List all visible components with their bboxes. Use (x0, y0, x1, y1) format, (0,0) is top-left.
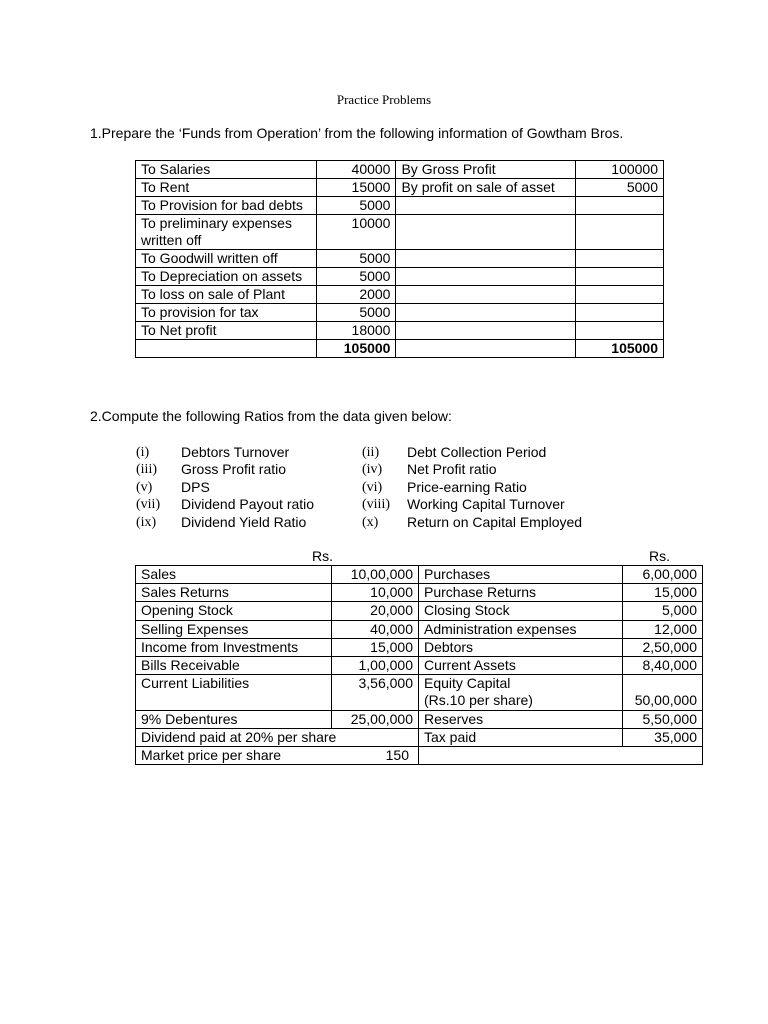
row-label: Market price per share (141, 747, 282, 764)
row-label: Closing Stock (419, 602, 623, 620)
row-value (575, 304, 663, 322)
row-value (575, 268, 663, 286)
row-value: 5000 (575, 179, 663, 197)
row-label: To Goodwill written off (136, 250, 317, 268)
table-row (136, 710, 703, 728)
row-label: Reserves (419, 710, 623, 728)
row-value: 5000 (317, 304, 396, 322)
row-value: 10,00,000 (332, 566, 419, 584)
row-label: Current Liabilities (136, 675, 332, 710)
row-label (396, 268, 575, 286)
row-label: To provision for tax (136, 304, 317, 322)
ratio-number: (ix) (136, 514, 157, 530)
row-value: 40000 (317, 161, 396, 179)
table-row (136, 638, 703, 656)
total-right: 105000 (575, 340, 663, 358)
table-row (136, 747, 703, 765)
row-value (575, 286, 663, 304)
row-value: 5000 (317, 250, 396, 268)
row-value: 12,000 (623, 620, 703, 638)
table-row (136, 602, 703, 620)
row-value (575, 197, 663, 215)
table-row (136, 675, 703, 710)
table-row (136, 728, 703, 746)
row-label: Dividend paid at 20% per share (136, 728, 419, 746)
ratio-number: (iii) (136, 462, 157, 478)
row-label: Tax paid (419, 728, 623, 746)
table-row (136, 197, 664, 215)
ratio-label: Debtors Turnover (181, 444, 290, 460)
ratio-label: Net Profit ratio (407, 461, 497, 478)
row-value: 15000 (317, 179, 396, 197)
row-label: Selling Expenses (136, 620, 332, 638)
ratio-data-table (135, 565, 703, 765)
row-label (396, 286, 575, 304)
row-value: 10,000 (332, 584, 419, 602)
ratio-label: Debt Collection Period (407, 444, 547, 460)
ratio-label: Gross Profit ratio (181, 461, 287, 478)
row-value: 15,000 (332, 638, 419, 656)
row-label: Current Assets (419, 657, 623, 675)
table-row (136, 657, 703, 675)
total-left: 105000 (317, 340, 396, 358)
row-value: 100000 (575, 161, 663, 179)
row-value (575, 250, 663, 268)
row-label: By profit on sale of asset (396, 179, 575, 197)
table-row (136, 286, 664, 304)
row-value: 8,40,000 (623, 657, 703, 675)
row-label: Purchase Returns (419, 584, 623, 602)
table-row (136, 215, 664, 250)
row-label (396, 215, 575, 250)
row-label: Sales Returns (136, 584, 332, 602)
ratio-number: (vii) (136, 497, 161, 513)
row-label: To preliminary expenses written off (136, 215, 317, 250)
table-row (136, 322, 664, 340)
row-value: 15,000 (623, 584, 703, 602)
row-value: 25,00,000 (332, 710, 419, 728)
row-label: Income from Investments (136, 638, 332, 656)
row-value: 3,56,000 (332, 675, 419, 710)
row-label: Debtors (419, 638, 623, 656)
table-row (136, 250, 664, 268)
table-total-row (136, 340, 664, 358)
row-sublabel: (Rs.10 per share) (424, 692, 533, 709)
row-label: To Rent (136, 179, 317, 197)
row-label (396, 304, 575, 322)
row-label: To Salaries (136, 161, 317, 179)
table-row (136, 620, 703, 638)
funds-from-operation-table (135, 160, 664, 358)
row-value: 20,000 (332, 602, 419, 620)
ratio-label: Price-earning Ratio (407, 478, 527, 495)
table-row (136, 304, 664, 322)
row-value: 5000 (317, 268, 396, 286)
row-value: 5000 (317, 197, 396, 215)
row-value: 150 (385, 747, 409, 764)
row-label: By Gross Profit (396, 161, 575, 179)
currency-label-left: Rs. (312, 548, 333, 564)
question-1: 1.Prepare the ‘Funds from Operation’ from the following information of Gowtham Bros. (90, 125, 624, 141)
row-value: 18000 (317, 322, 396, 340)
table-row (136, 584, 703, 602)
currency-label-right: Rs. (649, 548, 670, 564)
row-value: 2000 (317, 286, 396, 304)
ratio-number: (x) (362, 514, 379, 530)
row-value: 5,000 (623, 602, 703, 620)
row-value: 5,50,000 (623, 710, 703, 728)
table-row (136, 566, 703, 584)
row-value: 2,50,000 (623, 638, 703, 656)
ratio-label: Working Capital Turnover (407, 496, 565, 513)
row-value: 1,00,000 (332, 657, 419, 675)
ratio-label: Dividend Payout ratio (181, 496, 315, 513)
row-value (575, 215, 663, 250)
ratio-label: DPS (181, 478, 210, 495)
ratio-number: (viii) (362, 497, 390, 513)
row-label: Equity Capital (424, 675, 511, 692)
row-label: Purchases (419, 566, 623, 584)
row-value: 50,00,000 (623, 675, 703, 710)
row-label: To Provision for bad debts (136, 197, 317, 215)
row-label: Administration expenses (419, 620, 623, 638)
row-value: 40,000 (332, 620, 419, 638)
row-label (396, 197, 575, 215)
ratio-number: (i) (136, 445, 150, 460)
row-value: 10000 (317, 215, 396, 250)
row-value (575, 322, 663, 340)
row-value: 6,00,000 (623, 566, 703, 584)
row-label: Sales (136, 566, 332, 584)
row-label: To Depreciation on assets (136, 268, 317, 286)
row-label: Bills Receivable (136, 657, 332, 675)
table-row (136, 161, 664, 179)
row-label (396, 322, 575, 340)
ratio-number: (iv) (362, 462, 383, 478)
ratio-label: Return on Capital Employed (407, 513, 583, 530)
ratio-number: (v) (136, 479, 153, 495)
ratio-label: Dividend Yield Ratio (181, 513, 307, 530)
row-label (396, 250, 575, 268)
page-title: Practice Problems (336, 92, 432, 107)
table-row (136, 179, 664, 197)
question-2: 2.Compute the following Ratios from the data given below: (90, 408, 452, 424)
row-value: 35,000 (623, 728, 703, 746)
ratio-number: (ii) (362, 445, 380, 460)
row-label: To Net profit (136, 322, 317, 340)
ratio-number: (vi) (362, 479, 383, 495)
table-row (136, 268, 664, 286)
row-label: 9% Debentures (136, 710, 332, 728)
row-label: Opening Stock (136, 602, 332, 620)
row-label: To loss on sale of Plant (136, 286, 317, 304)
